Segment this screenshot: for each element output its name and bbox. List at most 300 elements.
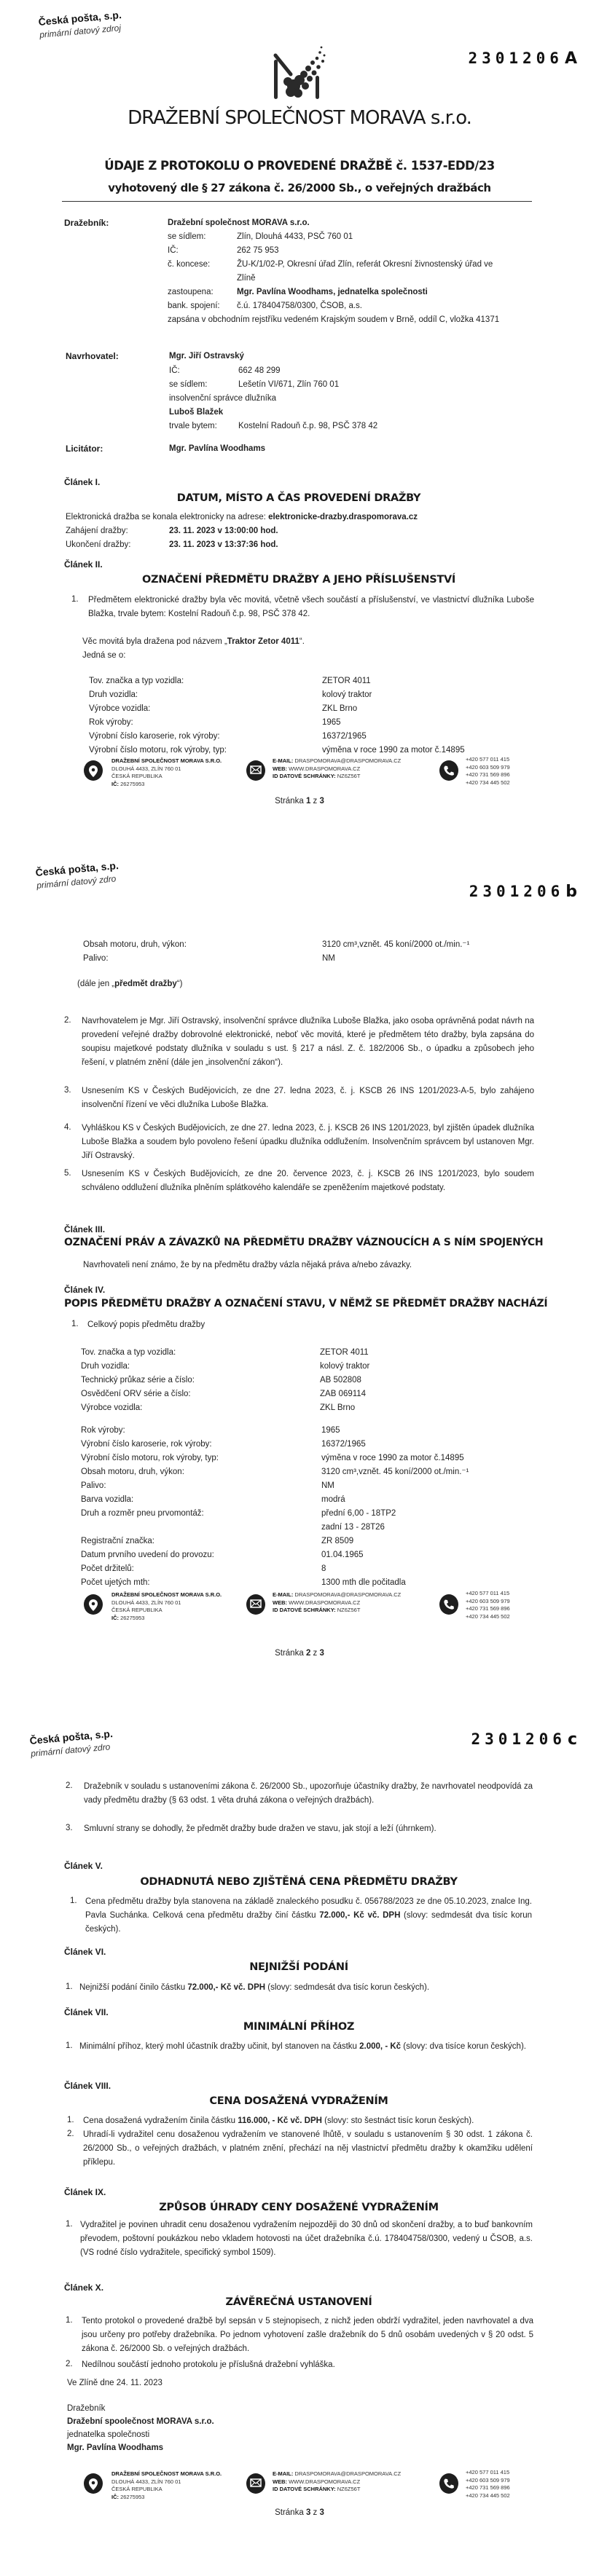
detail-row [168,285,539,299]
page-number [0,2508,599,2517]
spec-value: výměna v roce 1990 za motor č.14895 [321,1454,464,1462]
jedna-se-label: Jedná se o: [82,651,126,660]
footer-email-label: E-MAIL: [273,757,294,764]
spec-row [81,1465,518,1479]
phone-icon [439,760,458,781]
article-8-item-1 [83,2114,474,2128]
footer-street: DLOUHÁ 4433, ZLÍN 760 01 [111,1599,181,1606]
footer-ic-label: IČ: [111,780,119,787]
spec-value: ZR 8509 [321,1537,354,1545]
map-pin-icon [84,1594,103,1615]
item-number: 1. [66,2041,73,2050]
detail-key: trvale bytem: [169,422,217,430]
spec-key: Technický průkaz série a číslo: [81,1376,195,1384]
spec-row [81,1562,518,1576]
lowest-bid: 72.000,- Kč vč. DPH [187,1983,266,1992]
auction-item-name [82,635,305,649]
detail-key: č. koncese: [168,260,211,269]
detail-value: 662 48 299 [238,366,281,375]
item-number: 2. [67,2130,74,2138]
page-footer [84,757,528,794]
page-number [0,797,599,806]
spec-row [89,744,526,757]
postal-stamp [38,9,123,40]
spec-row [81,1576,518,1590]
footer-web-label: WEB: [273,2478,287,2485]
footer-email-value[interactable]: DRASPOMORAVA@DRASPOMORAVA.CZ [294,1591,402,1598]
article-3-text: Navrhovateli není známo, že by na předmětu dražby vázla nějaká práva a/nebo závazky. [83,1261,412,1269]
numbered-paragraph: Usnesením KS v Českých Budějovicích, ze dne 27. ledna 2023, č. j. KSCB 26 INS 1201/2023-A-5, bylo zahájeno insolvenční řízení ve věci dlužníka Luboše Blažka. [82,1087,534,1109]
spec-row [81,1535,518,1548]
page-footer [84,1591,528,1628]
footer-contact-text [273,1591,401,1615]
item-name-prefix: Věc movitá byla dražena pod názvem „ [82,637,227,646]
detail-value: Kostelní Radouň č.p. 98, PSČ 378 42 [238,422,378,430]
detail-value: Zlín, Dlouhá 4433, PSČ 760 01 [237,232,353,241]
item-number: 1. [67,2116,74,2124]
spec-value: 1965 [321,1426,340,1435]
footer-email[interactable] [273,757,401,765]
footer-ic-value: 26275953 [120,780,145,787]
detail-value: 262 75 953 [237,246,279,255]
footer-phone-list [466,756,510,787]
page-current: 2 [305,1649,311,1658]
footer-phone[interactable]: +420 731 569 896 [466,1605,510,1612]
article-7-heading: MINIMÁLNÍ PŘÍHOZ [243,2021,355,2033]
item-number: 1. [70,1896,77,1905]
item-number: 1. [66,2220,73,2229]
definition-suffix: “) [176,980,183,988]
stamp-title: Česká pošta, s.p. [29,1728,114,1746]
final-price: 116.000, - Kč vč. DPH [238,2116,322,2125]
article-2-label: Článek II. [64,559,103,570]
stamp-subtitle: primární datový zdroj [39,23,122,40]
numbered-paragraph: Tento protokol o provedené dražbě byl sepsán v 5 stejnopisech, z nichž jeden obdrží vydražitel, jeden navrhovatel a dva jsou určeny pro potřeby dražebníka. Po jednom vyhotovení zašle dražebník do 5 dnů osobám uvedených v § 20 odst. 5 zákona č. 26/2000 Sb. o veřejných dražbách. [82,2317,533,2353]
detail-key: bank. spojení: [168,302,220,310]
detail-row [168,230,539,244]
detail-row [168,244,539,258]
page-prefix: Stránka [275,797,304,806]
article-3-heading: OZNAČENÍ PRÁV A ZÁVAZKŮ NA PŘEDMĚTU DRAŽBY VÁZNOUCÍCH A S NÍM SPOJENÝCH [64,1237,544,1248]
article-8-label: Článek VIII. [64,2081,111,2091]
article-6-heading: NEJNIŽŠÍ PODÁNÍ [249,1961,348,1973]
page-of: z [313,2508,318,2517]
article-5-text-a: Cena předmětu dražby byla stanovena na základě znaleckého posudku č. 056788/2023 ze dne 05.10.2023, znalce Ing. Pavla Suchánka. Celková cena předmětu dražby činí částku [85,1897,532,1920]
spec-key: Osvědčení ORV série a číslo: [81,1390,191,1398]
footer-ic-label: IČ: [111,1614,119,1621]
spec-row [89,730,526,744]
footer-contact-text [273,2470,401,2494]
footer-email[interactable] [273,1591,401,1599]
spec-value: 01.04.1965 [321,1551,364,1559]
spec-key: Tov. značka a typ vozidla: [81,1348,176,1357]
footer-ic-label: IČ: [111,2493,119,2500]
spec-value: 1965 [322,718,341,727]
auctioneer-details [168,230,539,327]
footer-address-text [111,1591,222,1622]
footer-email-value[interactable]: DRASPOMORAVA@DRASPOMORAVA.CZ [294,2470,402,2477]
spec-row [81,1401,518,1415]
detail-key: zastoupena: [168,288,214,296]
article-1-label: Článek I. [64,477,101,487]
detail-value: Zlíně [237,274,256,283]
company-logo-icon [272,45,327,101]
footer-company: DRAŽEBNÍ SPOLEČNOST MORAVA S.R.O. [111,2470,222,2477]
spec-key: Palivo: [81,1481,106,1490]
page-total: 3 [319,2508,324,2517]
article-2-heading: OZNAČENÍ PŘEDMĚTU DRAŽBY A JEHO PŘÍSLUŠENSTVÍ [142,574,455,586]
spec-row [83,952,520,966]
spec-value: kolový traktor [322,690,372,699]
document-title: ÚDAJE Z PROTOKOLU O PROVEDENÉ DRAŽBĚ č. 1537-EDD/23 [104,159,495,173]
detail-key: se sídlem: [169,380,208,389]
signature-company: Dražební spoolečnost MORAVA s.r.o. [67,2417,214,2426]
article-6-text [79,1981,429,1995]
article-9-text: Vydražitel je povinen uhradit cenu dosaženou vydražením nejpozději do 30 dnů od skončení dražby, a to buď bankovním převodem, poštovní poukázkou nebo vkladem hotovosti na účet dražebníka č.ú. 178404758/0300, vedený u ČSOB, a.s. (VS rodné číslo vydražitele, specifický symbol 1509). [80,2221,533,2257]
reference-digits: 2301206 [471,1730,566,1748]
spec-value: ZETOR 4011 [322,677,371,685]
footer-ic [111,2494,222,2502]
detail-row [169,378,533,392]
estimated-price: 72.000,- Kč vč. DPH [319,1911,401,1920]
spec-row [81,1387,518,1401]
spec-value: ZKL Brno [322,704,358,713]
article-4-label: Článek IV. [64,1285,106,1295]
footer-databox [273,2486,401,2494]
auction-location-intro: Elektronická dražba se konala elektronicky na adrese: [66,513,269,521]
stamp-subtitle: primární datový zdro [36,873,117,891]
page-total: 3 [319,797,324,806]
spec-value: modrá [321,1495,345,1504]
spec-value: NM [322,954,335,963]
detail-row [169,420,533,433]
reference-number [468,50,577,68]
footer-web-value[interactable]: WWW.DRASPOMORAVA.CZ [289,1599,361,1606]
item-number: 3. [66,1824,73,1832]
article-5-label: Článek V. [64,1861,103,1871]
footer-email-label: E-MAIL: [273,1591,294,1598]
article-4-item-1: Celkový popis předmětu dražby [87,1320,205,1329]
article-10-heading: ZÁVĚREČNÁ USTANOVENÍ [225,2296,372,2308]
footer-phone[interactable]: +420 731 569 896 [466,2484,510,2491]
spec-row [89,716,526,730]
footer-ic-value: 26275953 [120,1614,145,1621]
spec-value: 3120 cm³,vznět. 45 koní/2000 ot./min.⁻¹ [322,940,470,949]
item-name-suffix: “. [299,637,305,646]
footer-company: DRAŽEBNÍ SPOLEČNOST MORAVA S.R.O. [111,757,222,764]
spec-row [81,1507,518,1521]
spec-value: ZETOR 4011 [320,1348,369,1357]
spec-key: Barva vozidla: [81,1495,134,1504]
envelope-icon [246,760,265,781]
spec-key: Výrobní číslo karoserie, rok výroby: [81,1440,212,1449]
article-8-heading: CENA DOSAŽENÁ VYDRAŽENÍM [209,2095,388,2107]
footer-phone[interactable]: +420 577 011 415 [466,2469,510,2475]
item-name-title: Traktor Zetor 4011 [227,637,300,646]
page-1 [0,0,599,838]
proposer-role: insolvenční správce dlužníka [169,394,277,403]
spec-row [89,702,526,716]
numbered-paragraph: Smluvní strany se dohodly, že předmět dražby bude dražen ve stavu, jak stojí a leží (úhrnkem). [84,1824,436,1833]
spec-value: výměna v roce 1990 za motor č.14895 [322,746,465,755]
detail-row [169,364,533,378]
detail-key: se sídlem: [168,232,206,241]
spec-key: Počet ujetých mth: [81,1578,150,1587]
minimum-increment: 2.000, - Kč [359,2042,402,2051]
spec-key: Tov. značka a typ vozidla: [89,677,184,685]
article-8-item-2: Uhradí-li vydražitel cenu dosaženou vydražením ve stanovené lhůtě, v souladu s ustanovením § 30 odst. 1 zákona č. 26/2000 Sb., o veřejných dražbách, v platném znění, přechází na něj vlastnictví předmětu dražby k okamžiku udělení příklepu. [83,2130,533,2167]
article-6-text-b: (slovy: sedmdesát dva tisíc korun českých). [265,1983,430,1992]
spec-value: 8 [321,1564,326,1573]
article-6-label: Článek VI. [64,1947,106,1957]
footer-databox-value: NZ6Z56T [337,1607,361,1613]
spec-value: kolový traktor [320,1362,370,1371]
auction-start-label: Zahájení dražby: [66,527,128,535]
article-10-label: Článek X. [64,2282,104,2293]
spec-row [81,1374,518,1387]
spec-key: Obsah motoru, druh, výkon: [81,1468,184,1476]
proposer-label: Navrhovatel: [66,351,119,361]
article-2-item-1: Předmětem elektronické dražby byla věc movitá, včetně všech součástí a příslušenství, ve vlastnictví dlužníka Luboše Blažka, trvale bytem: Kostelní Radouň č.p. 98, PSČ 378 42. [88,596,534,618]
spec-value: 16372/1965 [322,732,367,741]
article-4-heading: POPIS PŘEDMĚTU DRAŽBY A OZNAČENÍ STAVU, V NĚMŽ SE PŘEDMĚT DRAŽBY NACHÁZÍ [64,1298,548,1309]
title-divider [62,201,532,202]
spec-value: NM [321,1481,334,1490]
spec-key: Palivo: [83,954,109,963]
article-5-heading: ODHADNUTÁ NEBO ZJIŠTĚNÁ CENA PŘEDMĚTU DRAŽBY [140,1876,458,1888]
item-number: 2. [66,2360,73,2368]
footer-phone[interactable]: +420 577 011 415 [466,756,510,763]
spec-key: Datum prvního uvedení do provozu: [81,1551,214,1559]
detail-value: Mgr. Pavlína Woodhams, jednatelka společnosti [237,288,428,296]
item-number: 1. [71,595,79,604]
numbered-paragraph: Dražebník v souladu s ustanoveními zákona č. 26/2000 Sb., upozorňuje účastníky dražby, že navrhovatel neodpovídá za vady předmětu dražby (§ 63 odst. 1 věta druhá zákona o veřejných dražbách). [84,1782,533,1805]
spec-row [81,1479,518,1493]
footer-country: ČESKÁ REPUBLIKA [111,2486,163,2492]
footer-address-text [111,2470,222,2501]
spec-key: Rok výroby: [81,1426,125,1435]
footer-phone[interactable]: +420 734 445 502 [466,779,510,786]
footer-phone[interactable]: +420 603 509 979 [466,2476,510,2484]
page-number [0,1649,599,1658]
spec-key: Výrobce vozidla: [89,704,151,713]
page-footer [84,2470,528,2507]
spec-value: přední 6,00 - 18TP2 [321,1509,396,1518]
licitator-name: Mgr. Pavlína Woodhams [169,444,266,453]
article-7-label: Článek VII. [64,2007,109,2017]
spec-row [81,1424,518,1438]
page-2 [0,852,599,1726]
footer-web-label: WEB: [273,1599,287,1606]
page-3 [0,1726,599,2576]
definition-term: předmět dražby [114,980,177,988]
spec-key: Registrační značka: [81,1537,154,1545]
phone-icon [439,2473,458,2494]
licitator-label: Licitátor: [66,444,103,454]
spec-key: Výrobní číslo karoserie, rok výroby: [89,732,220,741]
reference-suffix: A [564,50,577,68]
spec-key: Počet držitelů: [81,1564,134,1573]
stamp-subtitle: primární datový zdro [30,1741,111,1759]
footer-ic-value: 26275953 [120,2493,145,2500]
map-pin-icon [84,2473,103,2494]
spec-value: ZKL Brno [320,1403,356,1412]
postal-stamp [29,1728,114,1759]
auction-location [66,511,418,524]
detail-value: Lešetín VI/671, Zlín 760 01 [238,380,340,389]
article-9-heading: ZPŮSOB ÚHRADY CENY DOSAŽENÉ VYDRAŽENÍM [159,2202,439,2213]
spec-value: zadní 13 - 28T26 [321,1523,385,1532]
footer-phone[interactable]: +420 603 509 979 [466,1597,510,1604]
stamp-title: Česká pošta, s.p. [38,9,122,28]
page-prefix: Stránka [275,1649,304,1658]
page-current: 1 [305,797,311,806]
spec-row [89,688,526,702]
item-number: 1. [71,1320,79,1328]
footer-address-text [111,757,222,788]
auction-start-value: 23. 11. 2023 v 13:00:00 hod. [169,527,278,535]
place-date: Ve Zlíně dne 24. 11. 2023 [67,2379,163,2387]
vehicle-specs-full-a [81,1346,518,1415]
footer-databox-value: NZ6Z56T [337,2486,361,2492]
article-5-text [85,1895,532,1937]
footer-email-value[interactable]: DRASPOMORAVA@DRASPOMORAVA.CZ [294,757,402,764]
item-number: 2. [66,1781,73,1790]
signature-name: Mgr. Pavlína Woodhams [67,2443,164,2452]
article-3-label: Článek III. [64,1224,106,1234]
article-7-text-b: (slovy: dva tisíce korun českých). [401,2042,526,2051]
footer-web-value[interactable]: WWW.DRASPOMORAVA.CZ [289,765,361,772]
reference-suffix: c [567,1730,577,1749]
spec-row [81,1548,518,1562]
numbered-paragraph: Vyhláškou KS v Českých Budějovicích, ze dne 27. ledna 2023, č. j. KSCB 26 INS 1201/2023, byl zjištěn úpadek dlužníka Luboše Blažka a soudem bylo povoleno řešení úpadku dlužníka oddlužením. Insolvenčním správcem byl ustanoven Mgr. Jiří Ostravský. [82,1124,534,1160]
spec-key: Obsah motoru, druh, výkon: [83,940,187,949]
item-number: 1. [66,2316,73,2325]
vehicle-specs-page-2 [83,938,520,966]
footer-street: DLOUHÁ 4433, ZLÍN 760 01 [111,765,181,772]
footer-web-value[interactable]: WWW.DRASPOMORAVA.CZ [289,2478,361,2485]
item-number: 1. [66,1982,73,1991]
detail-value: ŽU-K/1/02-P, Okresní úřad Zlín, referát Okresní živnostenský úřad ve [237,260,493,269]
footer-phone-list [466,1590,510,1620]
footer-country: ČESKÁ REPUBLIKA [111,773,163,779]
item-number: 4. [64,1123,71,1132]
spec-value: ZAB 069114 [320,1390,367,1398]
footer-web[interactable] [273,1599,401,1607]
signature-position: jednatelka společnosti [67,2430,150,2439]
footer-country: ČESKÁ REPUBLIKA [111,1607,163,1613]
envelope-icon [246,2473,265,2494]
footer-databox-label: ID DATOVÉ SCHRÁNKY: [273,2486,336,2492]
spec-key: Rok výroby: [89,718,133,727]
article-8-text-a: Cena dosažená vydražením činila částku [83,2116,238,2125]
definition-prefix: (dále jen „ [77,980,115,988]
postal-stamp [35,859,120,891]
page-total: 3 [319,1649,324,1658]
subject-definition [77,977,182,991]
spec-key: Druh a rozměr pneu prvomontáž: [81,1509,204,1518]
article-5-text-b: (slovy: sedmdesát dva tisíc korun českých). [85,1911,532,1934]
spec-value: 16372/1965 [321,1440,366,1449]
footer-databox-label: ID DATOVÉ SCHRÁNKY: [273,773,336,779]
signature-role: Dražebník [67,2404,106,2413]
company-name: DRAŽEBNÍ SPOLEČNOST MORAVA s.r.o. [128,107,471,129]
page-of: z [313,1649,318,1658]
auction-end-value: 23. 11. 2023 v 13:37:36 hod. [169,540,278,549]
article-7-text [79,2040,533,2054]
detail-row [168,299,539,313]
article-8-text-b: (slovy: sto šestnáct tisíc korun českých). [321,2116,474,2125]
detail-row [168,258,539,272]
footer-web[interactable] [273,2478,401,2486]
reference-number [469,883,577,901]
auctioneer-name: Dražební společnost MORAVA s.r.o. [168,218,310,227]
spec-row [81,1521,518,1535]
vehicle-specs-page-1 [89,674,526,757]
phone-icon [439,1594,458,1615]
footer-phone[interactable]: +420 731 569 896 [466,771,510,778]
article-7-text-a: Minimální příhoz, který mohl účastník dražby učinit, byl stanoven na částku [79,2042,360,2051]
page-prefix: Stránka [275,2508,304,2517]
item-number: 5. [64,1169,71,1178]
article-1-heading: DATUM, MÍSTO A ČAS PROVEDENÍ DRAŽBY [176,492,421,504]
article-9-label: Článek IX. [64,2187,106,2197]
footer-street: DLOUHÁ 4433, ZLÍN 760 01 [111,2478,181,2485]
spec-row [83,938,520,952]
footer-phone-list [466,2469,510,2500]
footer-phone[interactable]: +420 603 509 979 [466,763,510,771]
auction-url: elektronicke-drazby.draspomorava.cz [268,513,418,521]
detail-value: č.ú. 178404758/0300, ČSOB, a.s. [237,302,362,310]
spec-row [81,1452,518,1465]
numbered-paragraph: Navrhovatelem je Mgr. Jiří Ostravský, insolvenční správce dlužníka Luboše Blažka, jako osoba oprávněná podat návrh na provedení veřejné dražby dobrovolné elektronické, neboť věc movitá, které je předmětem této dražby, byla zapsána do soupisu majetkové podstaty dlužníka v souladu s ust. § 217 a násl. Z. č. 182/2006 Sb., o úpadku a způsobech jeho řešení, v platném znění (dále jen „insolvenční zákon“). [82,1017,534,1067]
detail-key: IČ: [169,366,180,375]
spec-row [81,1493,518,1507]
footer-databox-value: NZ6Z56T [337,773,361,779]
envelope-icon [246,1594,265,1615]
spec-key: Výrobní číslo motoru, rok výroby, typ: [89,746,227,755]
detail-key: IČ: [168,246,179,255]
reference-digits: 2301206 [469,883,565,900]
page-current: 3 [305,2508,311,2517]
footer-web[interactable] [273,765,401,773]
footer-phone[interactable]: +420 577 011 415 [466,1590,510,1596]
footer-contact-text [273,757,401,781]
item-number: 3. [64,1086,71,1095]
auctioneer-label: Dražebník: [64,218,109,228]
footer-ic [111,781,222,789]
item-number: 2. [64,1016,71,1025]
spec-key: Výrobní číslo motoru, rok výroby, typ: [81,1454,219,1462]
spec-key: Výrobce vozidla: [81,1403,143,1412]
auction-end [66,538,278,552]
auction-end-label: Ukončení dražby: [66,540,131,549]
reference-digits: 2301206 [468,50,563,67]
footer-ic [111,1615,222,1623]
spec-key: Druh vozidla: [89,690,138,699]
footer-email[interactable] [273,2470,401,2478]
spec-row [81,1438,518,1452]
auctioneer-registry: zapsána v obchodním rejstříku vedeném Krajským soudem v Brně, oddíl C, vložka 41371 [168,315,500,324]
map-pin-icon [84,760,103,781]
spec-row [81,1360,518,1374]
footer-phone[interactable]: +420 734 445 502 [466,2492,510,2499]
footer-phone[interactable]: +420 734 445 502 [466,1612,510,1620]
proposer-details [169,364,533,433]
footer-company: DRAŽEBNÍ SPOLEČNOST MORAVA S.R.O. [111,1591,222,1598]
proposer-name: Mgr. Jiří Ostravský [169,352,244,361]
numbered-paragraph: Usnesením KS v Českých Budějovicích, ze dne 20. července 2023, č. j. KSCB 26 INS 1201/2023, bylo soudem schváleno oddlužení dlužníka plněním splátkového kalendáře se zpeněžením majetkové podstaty. [82,1170,534,1192]
